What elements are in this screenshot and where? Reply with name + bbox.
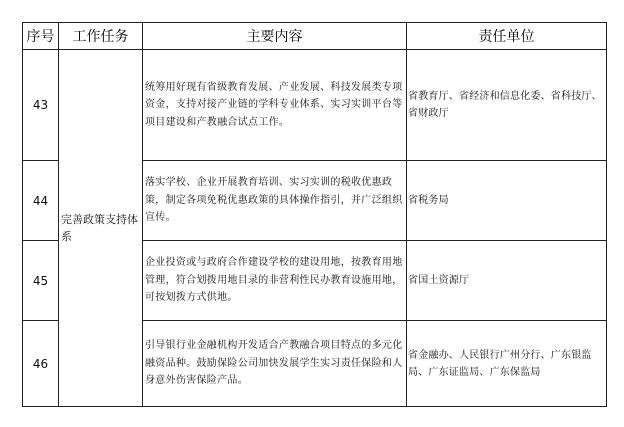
row-number: 44 [23,161,59,241]
responsible-unit-cell: 省税务局 [407,161,607,241]
row-number: 43 [23,50,59,161]
header-serial-number: 序号 [23,23,59,50]
work-task-cell: 完善政策支持体系 [59,50,143,407]
main-content-cell: 企业投资或与政府合作建设学校的建设用地，按教育用地管理，符合划拨用地目录的非营利性民办教育设施用地，可按划拨方式供地。 [143,241,407,321]
responsible-unit-cell: 省教育厅、省经济和信息化委、省科技厅、省财政厅 [407,50,607,161]
policy-task-table [22,22,607,407]
row-number: 45 [23,241,59,321]
main-content-cell: 引导银行业金融机构开发适合产教融合项目特点的多元化融资品种。鼓励保险公司加快发展学生实习责任保险和人身意外伤害保险产品。 [143,321,407,407]
responsible-unit-cell: 省金融办、人民银行广州分行、广东银监局、广东证监局、广东保监局 [407,321,607,407]
responsible-unit-cell: 省国土资源厅 [407,241,607,321]
header-responsible-unit: 责任单位 [407,23,607,50]
header-main-content: 主要内容 [143,23,407,50]
table-row [23,50,607,161]
row-number: 46 [23,321,59,407]
header-work-task: 工作任务 [59,23,143,50]
table-header-row [23,23,607,50]
main-content-cell: 落实学校、企业开展教育培训、实习实训的税收优惠政策，制定各项免税优惠政策的具体操作指引，并广泛组织宣传。 [143,161,407,241]
policy-table-container [22,22,607,407]
main-content-cell: 统筹用好现有省级教育发展、产业发展、科技发展类专项资金，支持对接产业链的学科专业体系、实习实训平台等项目建设和产教融合试点工作。 [143,50,407,161]
